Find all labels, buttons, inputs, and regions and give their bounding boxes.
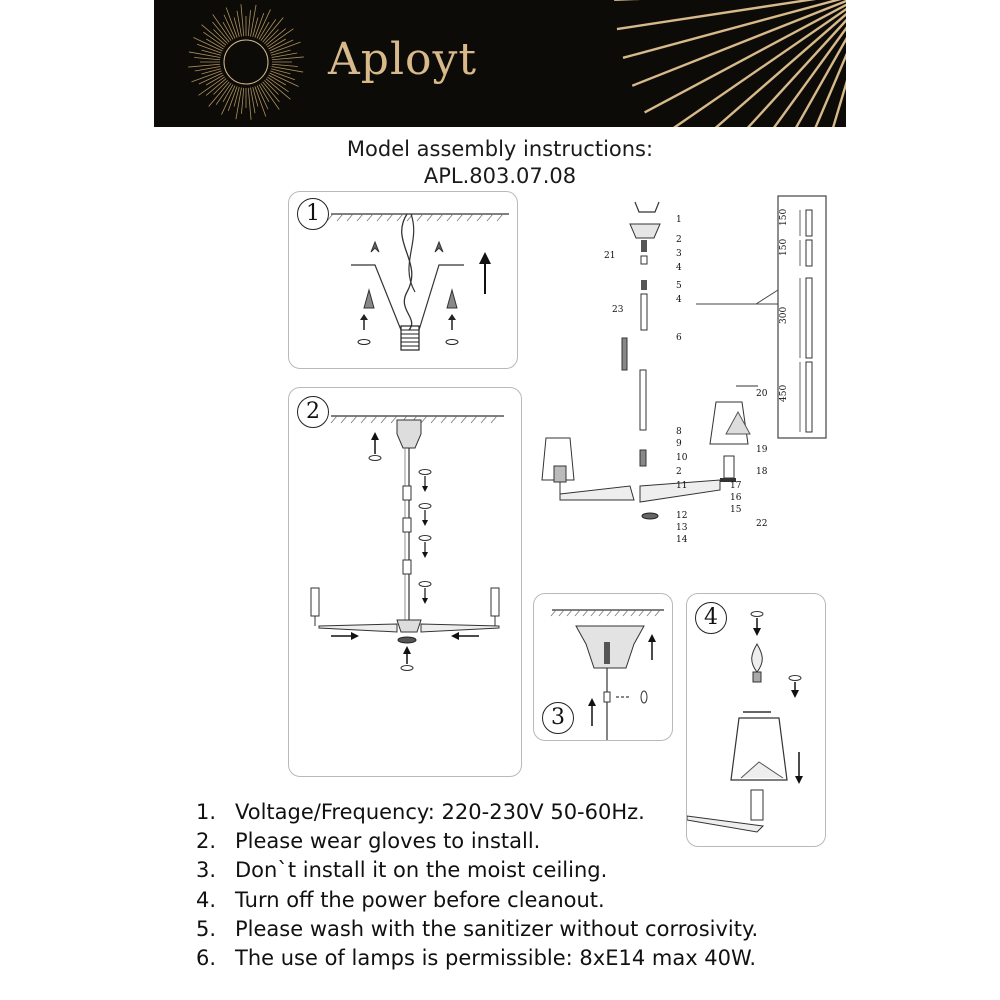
part-number-label: 11 [676,481,688,491]
part-number-label: 10 [676,453,688,463]
part-number-label: 22 [756,519,768,529]
sunburst-decoration [154,0,846,127]
part-number-label: 18 [756,467,768,477]
part-number-label: 21 [604,251,616,261]
safety-notes-list [196,798,758,973]
note-item: 4. Turn off the power before cleanout. [196,887,605,912]
part-number-label: 2 [676,467,682,477]
step-4-number: 4 [695,602,727,634]
exploded-parts-diagram [530,190,840,550]
note-item: 6. The use of lamps is permissible: 8xE14 max 40W. [196,946,757,971]
part-number-label: 3 [676,249,682,259]
part-number-label: 23 [612,305,624,315]
part-number-label: 14 [676,535,688,545]
part-number-label: 9 [676,439,682,449]
part-number-label: 16 [730,493,742,503]
note-item: 1. Voltage/Frequency: 220-230V 50-60Hz. [196,800,645,824]
model-number: APL.803.07.08 [423,164,577,188]
step-3-number: 3 [542,702,574,734]
part-number-label: 4 [676,263,682,273]
part-number-label: 1 [676,215,682,225]
note-item: 5. Please wash with the sanitizer without corrosivity. [196,916,759,941]
part-number-label: 8 [676,427,682,437]
part-number-label: 20 [756,389,768,399]
part-number-label: 6 [676,333,682,343]
rod-length-label: 150 [779,208,789,226]
brand-logo: Aployt [328,34,478,85]
part-number-label: 4 [676,295,682,305]
part-number-label: 15 [730,505,742,515]
rod-length-label: 450 [779,384,789,402]
brand-banner [154,0,846,127]
part-number-label: 2 [676,235,682,245]
note-item: 3. Don`t install it on the moist ceiling. [196,858,608,883]
step-2-diagram [289,388,521,776]
part-number-label: 5 [676,281,682,291]
step-3-panel [533,593,673,741]
note-item: 2. Please wear gloves to install. [196,829,541,854]
step-2-panel [288,387,522,777]
rod-length-label: 300 [779,306,789,324]
part-number-label: 17 [730,481,742,491]
rod-length-label: 150 [779,238,789,256]
part-number-label: 12 [676,511,688,521]
step-1-panel [288,191,518,369]
step-1-number: 1 [297,198,329,230]
page-title: Model assembly instructions: [346,137,654,161]
step-2-number: 2 [297,396,329,428]
part-number-label: 13 [676,523,688,533]
part-number-label: 19 [756,445,768,455]
